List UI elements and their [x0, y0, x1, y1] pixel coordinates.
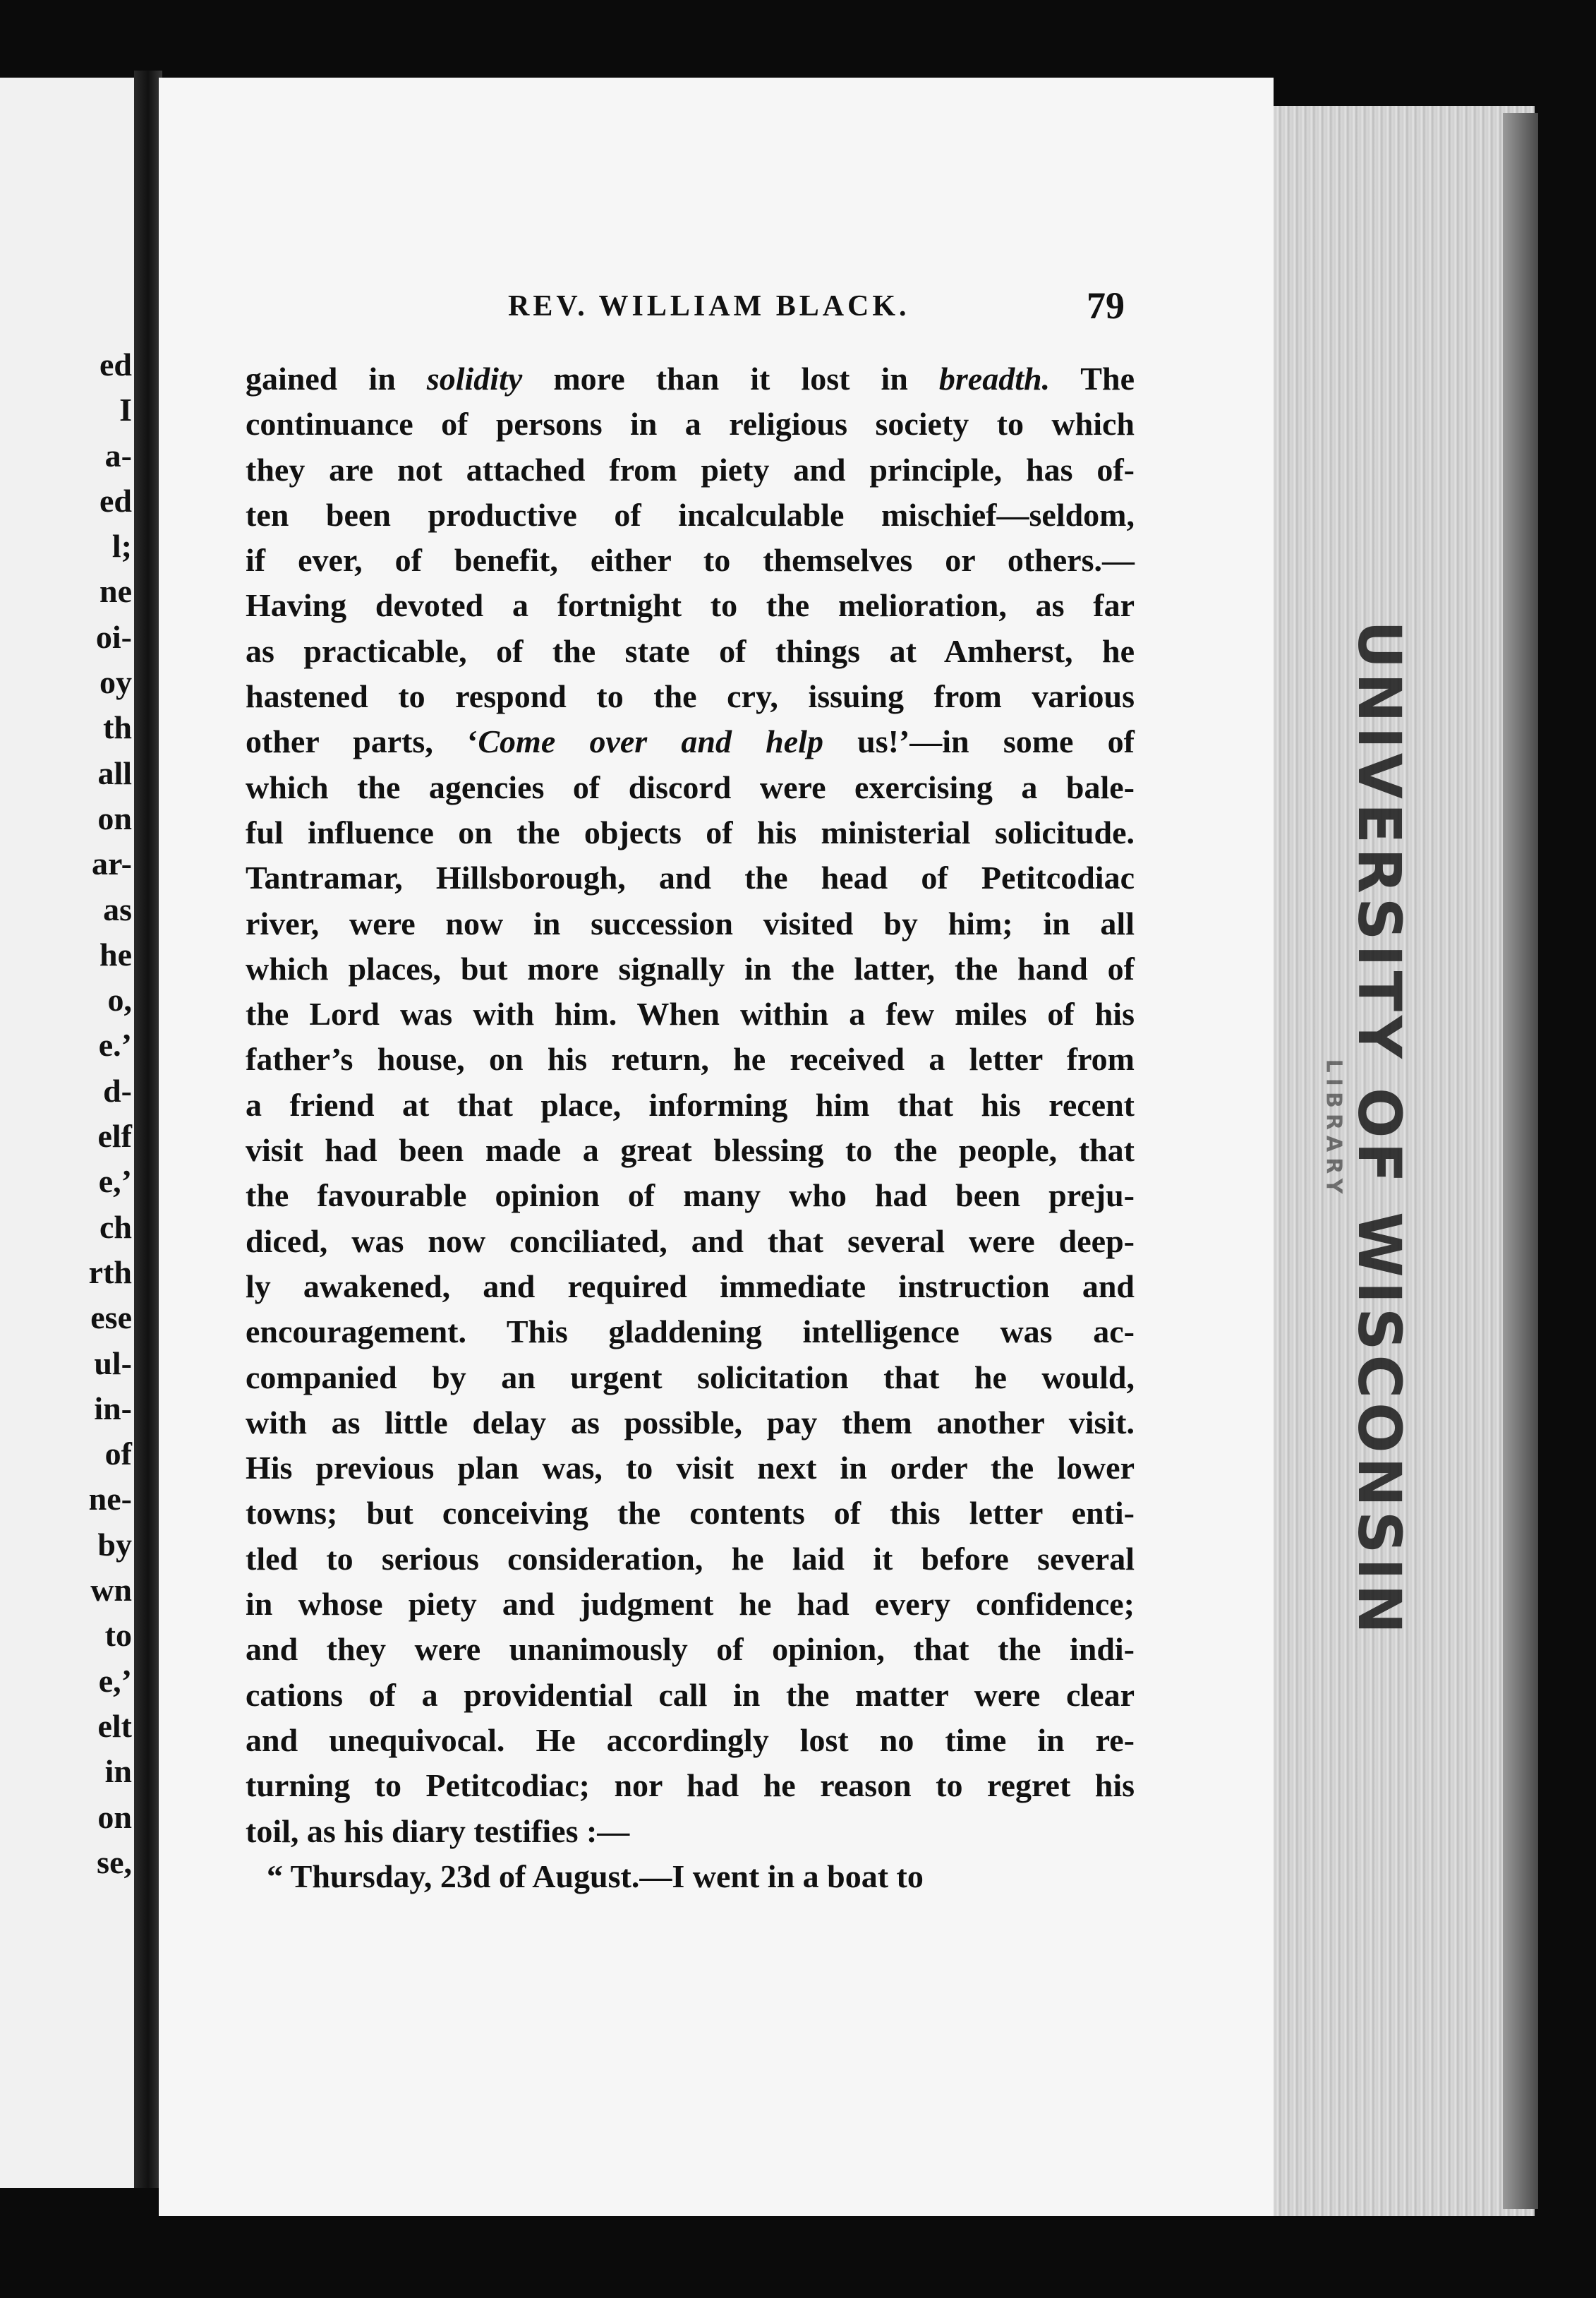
text-run: a friend at that place, informing him that his recent: [246, 1086, 1135, 1123]
text-run: which the agencies of discord were exercising a bale-: [246, 769, 1135, 805]
left-page-fragment: in-: [94, 1390, 132, 1426]
left-page-fragment: e,’: [98, 1662, 132, 1699]
text-line: [246, 719, 1135, 764]
text-run: if ever, of benefit, either to themselves or others.—: [246, 542, 1135, 579]
book-gutter: [134, 71, 162, 2188]
left-page-fragment: to: [104, 1617, 132, 1654]
text-run: tled to serious consideration, he laid it before several: [246, 1540, 1135, 1577]
left-page-fragment: e,’: [98, 1163, 132, 1200]
text-line: [246, 629, 1135, 674]
library-stamp-text: UNIVERSITY OF WISCONSIN: [1345, 620, 1414, 1638]
left-page-fragment: rth: [88, 1253, 132, 1290]
text-line: [246, 674, 1135, 719]
left-page-fragment: o,: [107, 982, 132, 1018]
text-line: [246, 901, 1135, 946]
text-line: [246, 493, 1135, 538]
left-page-fragment: elt: [97, 1707, 132, 1744]
left-page-fragment: ne: [99, 573, 132, 610]
left-page-fragment: oi-: [95, 618, 132, 655]
body-text: [246, 356, 1135, 1899]
left-page-text-fragments: [89, 342, 132, 1885]
text-run: river, were now in succession visited by him; in all: [246, 905, 1135, 942]
text-run: visit had been made a great blessing to the people, that: [246, 1132, 1135, 1169]
text-line: [246, 1673, 1135, 1718]
text-run: continuance of persons in a religious society to which: [246, 406, 1135, 443]
text-line: [246, 447, 1135, 493]
text-line: [246, 1264, 1135, 1309]
text-line: [246, 810, 1135, 855]
left-facing-page: [0, 78, 138, 2188]
text-line: [246, 583, 1135, 628]
left-page-fragment: e.’: [98, 1027, 132, 1064]
text-run: ful influence on the objects of his ministerial solicitude.: [246, 814, 1135, 850]
text-line: [246, 1219, 1135, 1264]
left-page-fragment: ese: [90, 1299, 132, 1336]
text-run: ly awakened, and required immediate instruction and: [246, 1268, 1135, 1304]
text-run: companied by an urgent solicitation that he would,: [246, 1359, 1135, 1395]
fore-edge-shadow: [1503, 113, 1538, 2209]
text-line: [246, 1173, 1135, 1218]
text-run: they are not attached from piety and principle, has of-: [246, 451, 1135, 488]
left-page-fragment: th: [103, 709, 132, 746]
text-line: [246, 1037, 1135, 1082]
text-run: encouragement. This gladdening intelligence was ac-: [246, 1313, 1135, 1350]
text-run: in whose piety and judgment he had every confidence;: [246, 1586, 1135, 1623]
left-page-fragment: of: [104, 1436, 132, 1472]
italic-text-run: breadth.: [938, 361, 1051, 397]
text-line: [246, 765, 1135, 810]
left-page-fragment: ul-: [94, 1344, 132, 1381]
text-run: which places, but more signally in the latter, the hand of: [246, 950, 1135, 987]
text-run: gained in: [246, 361, 427, 397]
text-run: The: [1050, 361, 1135, 397]
text-line: [246, 356, 1135, 402]
left-page-fragment: ar-: [91, 846, 132, 882]
text-run: turning to Petitcodiac; nor had he reason to regret his: [246, 1767, 1135, 1804]
text-line: [246, 1854, 1135, 1899]
left-page-fragment: all: [97, 754, 132, 791]
left-page-fragment: oy: [99, 664, 132, 701]
text-run: us!’—in some of: [823, 723, 1135, 760]
text-run: as practicable, of the state of things at Amherst, he: [246, 632, 1135, 669]
text-run: His previous plan was, to visit next in order the lower: [246, 1450, 1135, 1486]
text-line: [246, 1491, 1135, 1536]
text-line: [246, 992, 1135, 1037]
text-line: [246, 1809, 1135, 1854]
text-line: [246, 946, 1135, 992]
left-page-fragment: wn: [90, 1572, 132, 1608]
left-page-fragment: ch: [99, 1208, 132, 1245]
left-page-fragment: elf: [97, 1118, 132, 1155]
text-run: father’s house, on his return, he received a letter from: [246, 1041, 1135, 1078]
text-run: hastened to respond to the cry, issuing from various: [246, 678, 1135, 715]
text-run: cations of a providential call in the matter were clear: [246, 1676, 1135, 1713]
left-page-fragment: by: [97, 1526, 132, 1563]
text-line: [246, 1309, 1135, 1354]
text-run: towns; but conceiving the contents of this letter enti-: [246, 1495, 1135, 1532]
text-run: and they were unanimously of opinion, that the indi-: [246, 1631, 1135, 1668]
left-page-fragment: on: [97, 1798, 132, 1835]
text-line: [246, 1128, 1135, 1173]
left-page-fragment: on: [97, 800, 132, 836]
left-page-fragment: ed: [99, 482, 132, 519]
left-page-fragment: ed: [99, 347, 132, 383]
text-run: more than it lost in: [522, 361, 939, 397]
text-run: diced, was now conciliated, and that several were deep-: [246, 1222, 1135, 1259]
left-page-fragment: in: [104, 1753, 132, 1790]
left-page-fragment: as: [103, 891, 132, 927]
text-line: [246, 1763, 1135, 1808]
text-run: other parts, ‘: [246, 723, 478, 760]
text-run: the favourable opinion of many who had been preju-: [246, 1177, 1135, 1214]
left-page-fragment: ne-: [88, 1481, 132, 1517]
text-line: [246, 1718, 1135, 1763]
text-run: ten been productive of incalculable mischief—seldom,: [246, 496, 1135, 533]
running-head: REV. WILLIAM BLACK.: [508, 290, 910, 323]
left-page-fragment: he: [99, 936, 132, 973]
text-line: [246, 538, 1135, 583]
library-stamp: [1305, 620, 1453, 1638]
text-line: [246, 1355, 1135, 1400]
text-line: [246, 402, 1135, 447]
left-page-fragment: l;: [111, 528, 132, 565]
text-line: [246, 1083, 1135, 1128]
left-page-fragment: se,: [97, 1843, 132, 1880]
text-run: Tantramar, Hillsborough, and the head of Petitcodiac: [246, 860, 1135, 896]
text-run: and unequivocal. He accordingly lost no time in re-: [246, 1721, 1135, 1758]
text-line: [246, 1582, 1135, 1627]
italic-text-run: solidity: [426, 361, 523, 397]
text-line: [246, 1536, 1135, 1582]
text-line: [246, 855, 1135, 901]
page-number: 79: [1087, 284, 1125, 327]
text-run: with as little delay as possible, pay them another visit.: [246, 1404, 1135, 1440]
text-line: [246, 1445, 1135, 1491]
text-run: the Lord was with him. When within a few miles of his: [246, 996, 1135, 1033]
text-run: Having devoted a fortnight to the melioration, as far: [246, 587, 1135, 624]
italic-text-run: Come over and help: [478, 723, 823, 760]
text-run: “ Thursday, 23d of August.—I went in a boat to: [267, 1858, 924, 1894]
left-page-fragment: I: [119, 392, 132, 428]
text-run: toil, as his diary testifies :—: [246, 1812, 630, 1849]
left-page-fragment: d-: [103, 1072, 132, 1109]
library-stamp-subtext: LIBRARY: [1321, 1059, 1346, 1200]
text-line: [246, 1400, 1135, 1445]
left-page-fragment: a-: [104, 437, 132, 474]
text-line: [246, 1627, 1135, 1672]
